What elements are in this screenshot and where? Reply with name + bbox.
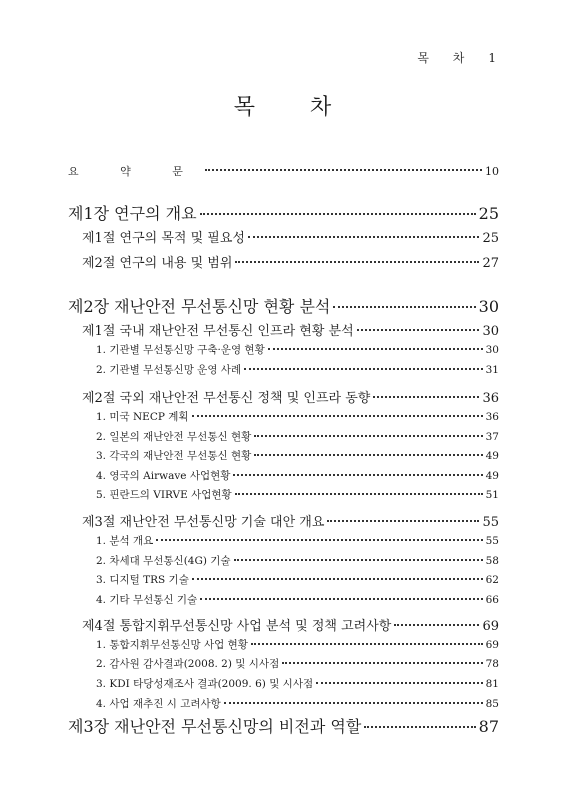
toc-entry-chapter — [68, 294, 499, 317]
toc-entry-section — [68, 227, 499, 246]
toc-entry-label: 3. 각국의 재난안전 무선통신 현황 — [96, 450, 252, 462]
dot-leader — [244, 368, 483, 370]
toc-entry-sub — [68, 572, 499, 587]
toc-entry-label: 2. 기관별 무선통신망 운영 사례 — [96, 364, 242, 376]
toc-entry-label: 제1절 국내 재난안전 무선통신 인프라 현황 분석 — [82, 324, 354, 339]
toc-entry-label: 제2절 연구의 내용 및 범위 — [82, 256, 233, 271]
toc-entry-section — [68, 615, 499, 634]
toc-entry-sub — [68, 676, 499, 691]
toc-entry-page-number: 25 — [478, 204, 499, 223]
toc-entry-sub — [68, 533, 499, 548]
toc-entry-sub — [68, 468, 499, 483]
toc-entry-page-number: 30 — [478, 297, 499, 316]
toc-entry-label: 1. 통합지휘무선통신망 사업 현황 — [96, 639, 248, 651]
toc-entry-section — [68, 511, 499, 530]
toc-entry-sub — [68, 362, 499, 377]
dot-leader — [224, 702, 483, 704]
toc-entry-label: 1. 분석 개요 — [96, 535, 154, 547]
toc-title: 목 차 — [233, 95, 356, 120]
toc-entry-section — [68, 252, 499, 271]
toc-entry-label: 3. 디지털 TRS 기술 — [96, 574, 189, 586]
dot-leader — [373, 396, 479, 398]
running-head-page-number: 1 — [488, 51, 497, 65]
dot-leader — [268, 348, 483, 350]
toc-entry-label: 2. 일본의 재난안전 무선통신 현황 — [96, 431, 252, 443]
toc-entry-page-number: 30 — [485, 344, 499, 356]
dot-leader — [205, 169, 482, 171]
toc-entry-chapter — [68, 714, 499, 737]
dot-leader — [333, 306, 475, 308]
toc-entry-page-number: 81 — [485, 678, 499, 690]
toc-entry-label: 5. 핀란드의 VIRVE 사업현황 — [96, 489, 232, 501]
toc-entry-page-number: 62 — [485, 574, 499, 586]
toc-entry-label: 제1장 연구의 개요 — [68, 204, 197, 223]
toc-entry-page-number: 55 — [482, 515, 499, 530]
dot-leader — [394, 624, 479, 626]
toc-entry-label: 1. 기관별 무선통신망 구축·운영 현황 — [96, 344, 265, 356]
running-head-title: 목 차 — [417, 51, 475, 65]
toc-entry-chapter — [68, 201, 499, 224]
dot-leader — [282, 662, 482, 664]
running-head — [417, 49, 497, 66]
toc-entry-page-number: 51 — [485, 489, 499, 501]
toc-entry-label: 제3장 재난안전 무선통신망의 비전과 역할 — [68, 717, 362, 736]
toc-entry-page-number: 87 — [478, 717, 499, 736]
toc-entry-label: 제1절 연구의 목적 및 필요성 — [82, 231, 245, 246]
toc-entry-sub — [68, 342, 499, 357]
toc-entry-page-number: 49 — [485, 470, 499, 482]
toc-entry-sub — [68, 409, 499, 424]
toc-entry-label: 2. 감사원 감사결과(2008. 2) 및 시사점 — [96, 658, 280, 670]
toc-entry-section — [68, 320, 499, 339]
dot-leader — [251, 643, 483, 645]
toc-entry-page-number: 27 — [482, 256, 499, 271]
toc-entry-page-number: 69 — [482, 619, 499, 634]
toc-entry-page-number: 69 — [485, 639, 499, 651]
dot-leader — [254, 454, 482, 456]
toc-entry-page-number: 36 — [485, 411, 499, 423]
toc-entry-page-number: 37 — [485, 431, 499, 443]
toc-entry-page-number: 78 — [485, 658, 499, 670]
dot-leader — [234, 559, 483, 561]
dot-leader — [235, 493, 483, 495]
dot-leader — [357, 329, 480, 331]
toc-entry-page-number: 10 — [485, 165, 499, 178]
dot-leader — [200, 598, 482, 600]
toc-entry-label: 제4절 통합지휘무선통신망 사업 분석 및 정책 고려사항 — [82, 619, 392, 634]
toc-entry-label: 4. 사업 재추진 시 고려사항 — [96, 698, 221, 710]
toc-entry-section — [68, 387, 499, 406]
dot-leader — [192, 578, 483, 580]
toc-entry-label: 4. 영국의 Airwave 사업현황 — [96, 470, 231, 482]
toc-entry-label: 제2장 재난안전 무선통신망 현황 분석 — [68, 297, 331, 316]
toc-entry-sub — [68, 429, 499, 444]
toc-entry-page-number: 31 — [485, 364, 499, 376]
toc-entry-label: 3. KDI 타당성재조사 결과(2009. 6) 및 시사점 — [96, 678, 314, 690]
toc-entry-label: 4. 기타 무선통신 기술 — [96, 594, 198, 606]
toc-entry-label: 2. 차세대 무선통신(4G) 기술 — [96, 555, 231, 567]
toc-entry-label: 제2절 국외 재난안전 무선통신 정책 및 인프라 동향 — [82, 391, 371, 406]
toc-entry-sub — [68, 637, 499, 652]
toc-entry-label: 제3절 재난안전 무선통신망 기술 대안 개요 — [82, 515, 325, 530]
dot-leader — [235, 261, 479, 263]
toc-entry-page-number: 49 — [485, 450, 499, 462]
dot-leader — [327, 520, 479, 522]
toc-entry-page-number: 30 — [482, 324, 499, 339]
toc-entry-page-number: 58 — [485, 555, 499, 567]
toc-entry-summary — [68, 163, 499, 179]
toc-entry-label: 요 약 문 — [68, 165, 202, 178]
toc-entry-page-number: 36 — [482, 391, 499, 406]
toc-entry-sub — [68, 448, 499, 463]
dot-leader — [364, 726, 475, 728]
toc-entry-sub — [68, 553, 499, 568]
toc-entry-sub — [68, 696, 499, 711]
toc-entry-label: 1. 미국 NECP 계획 — [96, 411, 189, 423]
dot-leader — [316, 682, 483, 684]
toc-entry-sub — [68, 592, 499, 607]
dot-leader — [192, 415, 483, 417]
dot-leader — [248, 236, 480, 238]
toc-entry-page-number: 85 — [485, 698, 499, 710]
dot-leader — [254, 435, 482, 437]
toc-entry-page-number: 25 — [482, 231, 499, 246]
dot-leader — [200, 213, 476, 215]
dot-leader — [233, 474, 482, 476]
toc-entry-page-number: 66 — [485, 594, 499, 606]
toc-entry-sub — [68, 656, 499, 671]
toc-entry-page-number: 55 — [485, 535, 499, 547]
toc-entry-sub — [68, 487, 499, 502]
dot-leader — [156, 539, 482, 541]
